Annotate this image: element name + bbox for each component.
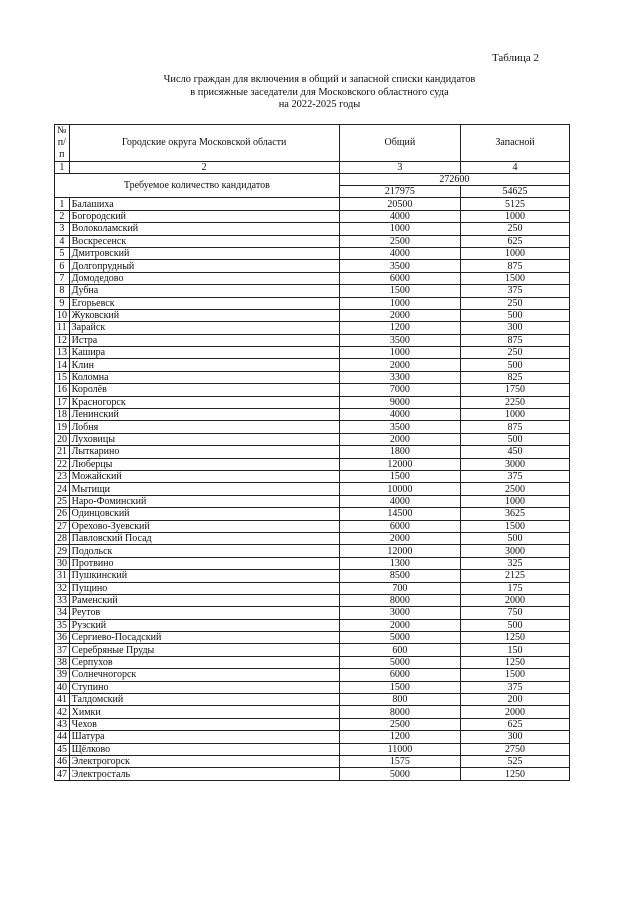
row-number: 20: [55, 433, 70, 445]
row-district: Лобня: [69, 421, 339, 433]
row-number: 35: [55, 619, 70, 631]
row-general: 8000: [339, 594, 460, 606]
row-number: 33: [55, 594, 70, 606]
row-general: 1800: [339, 446, 460, 458]
table-row: [55, 582, 570, 594]
table-row: [55, 309, 570, 321]
row-general: 1500: [339, 470, 460, 482]
row-reserve: 175: [461, 582, 570, 594]
required-label: Требуемое количество кандидатов: [55, 174, 340, 198]
row-number: 27: [55, 520, 70, 532]
row-number: 2: [55, 210, 70, 222]
row-reserve: 1000: [461, 210, 570, 222]
row-reserve: 2125: [461, 570, 570, 582]
row-number: 29: [55, 545, 70, 557]
row-general: 20500: [339, 198, 460, 210]
row-number: 32: [55, 582, 70, 594]
row-general: 5000: [339, 768, 460, 780]
row-district: Ленинский: [69, 409, 339, 421]
row-reserve: 500: [461, 433, 570, 445]
row-district: Химки: [69, 706, 339, 718]
row-reserve: 525: [461, 755, 570, 767]
row-reserve: 500: [461, 359, 570, 371]
table-row: [55, 570, 570, 582]
table-row: [55, 545, 570, 557]
table-row: [55, 594, 570, 606]
row-reserve: 375: [461, 285, 570, 297]
table-row: [55, 433, 570, 445]
row-district: Ступино: [69, 681, 339, 693]
row-reserve: 300: [461, 731, 570, 743]
row-general: 6000: [339, 272, 460, 284]
row-district: Клин: [69, 359, 339, 371]
row-number: 46: [55, 755, 70, 767]
header-district: Городские округа Московской области: [69, 125, 339, 162]
row-reserve: 250: [461, 297, 570, 309]
table-row: [55, 731, 570, 743]
row-general: 1000: [339, 297, 460, 309]
row-number: 17: [55, 396, 70, 408]
row-reserve: 825: [461, 371, 570, 383]
row-general: 3300: [339, 371, 460, 383]
row-general: 7000: [339, 384, 460, 396]
row-reserve: 1250: [461, 768, 570, 780]
row-general: 12000: [339, 545, 460, 557]
row-general: 1500: [339, 681, 460, 693]
row-district: Сергиево-Посадский: [69, 632, 339, 644]
document-title: [0, 74, 639, 112]
row-general: 5000: [339, 656, 460, 668]
title-line-3: на 2022-2025 годы: [278, 99, 361, 110]
row-number: 14: [55, 359, 70, 371]
row-district: Коломна: [69, 371, 339, 383]
row-district: Щёлково: [69, 743, 339, 755]
row-district: Серебряные Пруды: [69, 644, 339, 656]
table-row: [55, 644, 570, 656]
row-number: 36: [55, 632, 70, 644]
table-row: [55, 359, 570, 371]
row-district: Электросталь: [69, 768, 339, 780]
table-row: [55, 508, 570, 520]
row-district: Дмитровский: [69, 247, 339, 259]
row-general: 10000: [339, 483, 460, 495]
table-row: [55, 297, 570, 309]
table-row: [55, 607, 570, 619]
row-district: Электрогорск: [69, 755, 339, 767]
row-district: Жуковский: [69, 309, 339, 321]
row-number: 42: [55, 706, 70, 718]
row-general: 2000: [339, 359, 460, 371]
row-reserve: 875: [461, 421, 570, 433]
row-district: Мытищи: [69, 483, 339, 495]
row-general: 14500: [339, 508, 460, 520]
row-reserve: 150: [461, 644, 570, 656]
table-row: [55, 755, 570, 767]
row-number: 18: [55, 409, 70, 421]
row-district: Зарайск: [69, 322, 339, 334]
table-row: [55, 669, 570, 681]
row-number: 16: [55, 384, 70, 396]
row-number: 12: [55, 334, 70, 346]
row-reserve: 875: [461, 260, 570, 272]
row-general: 1300: [339, 557, 460, 569]
row-number: 25: [55, 495, 70, 507]
row-district: Долгопрудный: [69, 260, 339, 272]
table-row: [55, 694, 570, 706]
table-row: [55, 458, 570, 470]
row-general: 2500: [339, 718, 460, 730]
table-row: [55, 520, 570, 532]
row-reserve: 3000: [461, 458, 570, 470]
row-general: 2000: [339, 619, 460, 631]
row-district: Волоколамский: [69, 223, 339, 235]
row-number: 6: [55, 260, 70, 272]
row-reserve: 875: [461, 334, 570, 346]
row-district: Луховицы: [69, 433, 339, 445]
row-district: Рузский: [69, 619, 339, 631]
row-number: 45: [55, 743, 70, 755]
row-reserve: 500: [461, 309, 570, 321]
table-row: [55, 371, 570, 383]
table-row: [55, 557, 570, 569]
table-row: [55, 421, 570, 433]
required-reserve: 54625: [461, 186, 570, 198]
index-cell: 3: [339, 162, 460, 174]
table-row: [55, 285, 570, 297]
row-number: 30: [55, 557, 70, 569]
title-line-1: Число граждан для включения в общий и запасной списки кандидатов: [163, 74, 476, 85]
row-number: 37: [55, 644, 70, 656]
table-row: [55, 718, 570, 730]
row-general: 6000: [339, 669, 460, 681]
row-number: 39: [55, 669, 70, 681]
row-district: Егорьевск: [69, 297, 339, 309]
row-district: Солнечногорск: [69, 669, 339, 681]
row-general: 4000: [339, 247, 460, 259]
row-number: 4: [55, 235, 70, 247]
row-district: Реутов: [69, 607, 339, 619]
row-reserve: 2500: [461, 483, 570, 495]
row-district: Можайский: [69, 470, 339, 482]
row-general: 3000: [339, 607, 460, 619]
row-number: 5: [55, 247, 70, 259]
table-row: [55, 619, 570, 631]
row-district: Пушкинский: [69, 570, 339, 582]
row-reserve: 450: [461, 446, 570, 458]
row-district: Павловский Посад: [69, 532, 339, 544]
row-reserve: 250: [461, 223, 570, 235]
table-row: [55, 656, 570, 668]
row-number: 7: [55, 272, 70, 284]
row-district: Красногорск: [69, 396, 339, 408]
row-district: Королёв: [69, 384, 339, 396]
table-row: [55, 272, 570, 284]
row-number: 40: [55, 681, 70, 693]
table-row: [55, 210, 570, 222]
row-number: 8: [55, 285, 70, 297]
header-reserve: Запасной: [461, 125, 570, 162]
row-reserve: 1750: [461, 384, 570, 396]
row-district: Одинцовский: [69, 508, 339, 520]
table-row: [55, 247, 570, 259]
row-general: 4000: [339, 210, 460, 222]
row-general: 1000: [339, 223, 460, 235]
row-reserve: 1250: [461, 656, 570, 668]
row-reserve: 625: [461, 235, 570, 247]
row-district: Протвино: [69, 557, 339, 569]
row-district: Серпухов: [69, 656, 339, 668]
row-district: Подольск: [69, 545, 339, 557]
table-row: [55, 198, 570, 210]
row-general: 1575: [339, 755, 460, 767]
candidates-table: [54, 124, 570, 781]
title-line-2: в присяжные заседатели для Московского областного суда: [190, 86, 449, 98]
row-number: 47: [55, 768, 70, 780]
row-number: 28: [55, 532, 70, 544]
row-reserve: 1500: [461, 272, 570, 284]
row-district: Пущино: [69, 582, 339, 594]
row-reserve: 2750: [461, 743, 570, 755]
row-general: 1500: [339, 285, 460, 297]
table-row: [55, 446, 570, 458]
row-general: 2000: [339, 433, 460, 445]
row-general: 9000: [339, 396, 460, 408]
table-row: [55, 223, 570, 235]
row-number: 10: [55, 309, 70, 321]
row-number: 1: [55, 198, 70, 210]
row-reserve: 750: [461, 607, 570, 619]
table-row: [55, 409, 570, 421]
row-reserve: 2000: [461, 706, 570, 718]
row-general: 700: [339, 582, 460, 594]
row-number: 19: [55, 421, 70, 433]
row-district: Талдомский: [69, 694, 339, 706]
row-reserve: 1000: [461, 495, 570, 507]
index-cell: 4: [461, 162, 570, 174]
row-general: 12000: [339, 458, 460, 470]
row-number: 26: [55, 508, 70, 520]
row-general: 5000: [339, 632, 460, 644]
index-row: [55, 162, 570, 174]
row-number: 34: [55, 607, 70, 619]
table-row: [55, 322, 570, 334]
required-total-row: [55, 174, 570, 186]
index-cell: 2: [69, 162, 339, 174]
table-row: [55, 384, 570, 396]
row-district: Шатура: [69, 731, 339, 743]
row-number: 22: [55, 458, 70, 470]
row-reserve: 5125: [461, 198, 570, 210]
row-general: 600: [339, 644, 460, 656]
table-row: [55, 260, 570, 272]
row-number: 38: [55, 656, 70, 668]
table-row: [55, 396, 570, 408]
row-reserve: 625: [461, 718, 570, 730]
row-reserve: 325: [461, 557, 570, 569]
row-district: Балашиха: [69, 198, 339, 210]
row-number: 44: [55, 731, 70, 743]
row-reserve: 375: [461, 470, 570, 482]
table-row: [55, 347, 570, 359]
header-num: № п/п: [55, 125, 70, 162]
row-number: 9: [55, 297, 70, 309]
table-row: [55, 334, 570, 346]
row-district: Богородский: [69, 210, 339, 222]
row-reserve: 2000: [461, 594, 570, 606]
table-row: [55, 470, 570, 482]
row-general: 6000: [339, 520, 460, 532]
row-general: 3500: [339, 260, 460, 272]
table-row: [55, 532, 570, 544]
row-general: 11000: [339, 743, 460, 755]
row-number: 31: [55, 570, 70, 582]
row-reserve: 3000: [461, 545, 570, 557]
table-row: [55, 235, 570, 247]
table-row: [55, 483, 570, 495]
row-reserve: 2250: [461, 396, 570, 408]
row-district: Лыткарино: [69, 446, 339, 458]
required-general: 217975: [339, 186, 460, 198]
table-row: [55, 743, 570, 755]
row-general: 2500: [339, 235, 460, 247]
row-number: 3: [55, 223, 70, 235]
row-general: 3500: [339, 334, 460, 346]
row-number: 11: [55, 322, 70, 334]
row-general: 8000: [339, 706, 460, 718]
row-general: 4000: [339, 409, 460, 421]
table-row: [55, 706, 570, 718]
row-number: 41: [55, 694, 70, 706]
header-general: Общий: [339, 125, 460, 162]
row-reserve: 1000: [461, 247, 570, 259]
header-row: [55, 125, 570, 162]
table-label: Таблица 2: [491, 52, 539, 64]
row-reserve: 1500: [461, 520, 570, 532]
row-reserve: 250: [461, 347, 570, 359]
row-reserve: 3625: [461, 508, 570, 520]
row-district: Люберцы: [69, 458, 339, 470]
row-general: 1200: [339, 322, 460, 334]
row-general: 8500: [339, 570, 460, 582]
row-reserve: 500: [461, 532, 570, 544]
row-number: 13: [55, 347, 70, 359]
row-reserve: 375: [461, 681, 570, 693]
row-general: 2000: [339, 532, 460, 544]
row-general: 800: [339, 694, 460, 706]
table-row: [55, 681, 570, 693]
row-district: Орехово-Зуевский: [69, 520, 339, 532]
row-number: 23: [55, 470, 70, 482]
row-number: 21: [55, 446, 70, 458]
row-general: 4000: [339, 495, 460, 507]
row-district: Наро-Фоминский: [69, 495, 339, 507]
row-reserve: 500: [461, 619, 570, 631]
row-district: Кашира: [69, 347, 339, 359]
index-cell: 1: [55, 162, 70, 174]
row-general: 3500: [339, 421, 460, 433]
table-row: [55, 768, 570, 780]
row-reserve: 1250: [461, 632, 570, 644]
table-row: [55, 495, 570, 507]
row-number: 15: [55, 371, 70, 383]
row-reserve: 300: [461, 322, 570, 334]
row-reserve: 1000: [461, 409, 570, 421]
row-district: Домодедово: [69, 272, 339, 284]
row-reserve: 1500: [461, 669, 570, 681]
required-total: 272600: [339, 174, 569, 186]
row-district: Чехов: [69, 718, 339, 730]
table-row: [55, 632, 570, 644]
row-general: 2000: [339, 309, 460, 321]
row-general: 1200: [339, 731, 460, 743]
row-district: Истра: [69, 334, 339, 346]
row-number: 43: [55, 718, 70, 730]
row-number: 24: [55, 483, 70, 495]
row-general: 1000: [339, 347, 460, 359]
row-district: Дубна: [69, 285, 339, 297]
row-reserve: 200: [461, 694, 570, 706]
row-district: Воскресенск: [69, 235, 339, 247]
row-district: Раменский: [69, 594, 339, 606]
